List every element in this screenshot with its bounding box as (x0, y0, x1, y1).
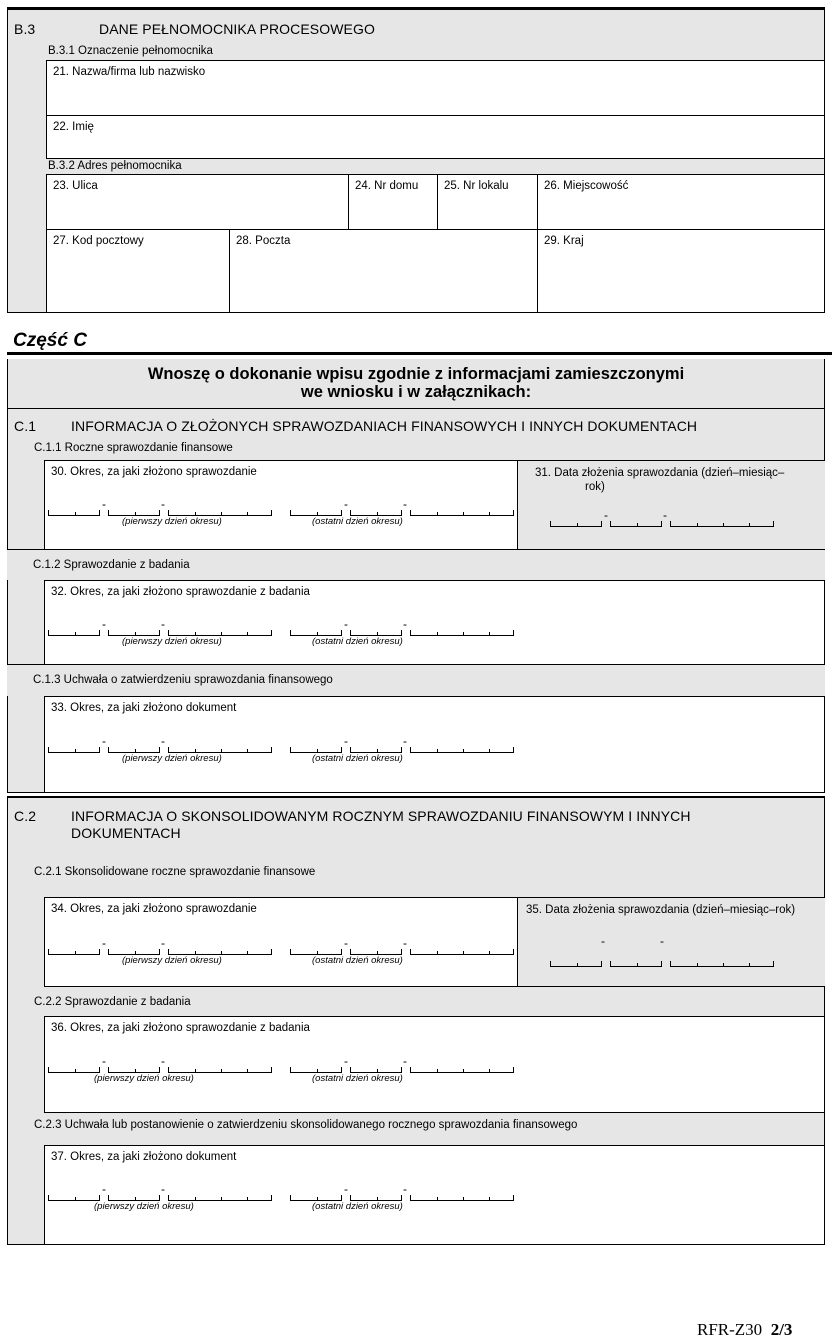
date-caption: (pierwszy dzień okresu) (122, 955, 222, 966)
digit-divider (377, 1069, 378, 1072)
section-title: DANE PEŁNOMOCNIKA PROCESOWEGO (99, 21, 375, 37)
field-35-submission-date[interactable] (517, 897, 825, 987)
date-separator: - (660, 934, 664, 948)
digit-divider (437, 632, 438, 635)
submission-month-input[interactable] (610, 961, 662, 967)
digit-divider (317, 632, 318, 635)
field-label: 33. Okres, za jaki złożono dokument (51, 702, 237, 714)
digit-divider (377, 1197, 378, 1200)
date-separator: - (102, 497, 106, 511)
submission-date-month-input[interactable] (610, 521, 662, 527)
first-day-day-input[interactable] (48, 949, 100, 955)
date-caption: (pierwszy dzień okresu) (94, 1201, 194, 1212)
digit-divider (489, 512, 490, 515)
subsection-title: B.3.2 Adres pełnomocnika (48, 160, 182, 172)
digit-divider (437, 951, 438, 954)
field-34-period[interactable] (44, 897, 518, 987)
date-separator: - (161, 617, 165, 631)
date-caption: (ostatni dzień okresu) (312, 1073, 403, 1084)
digit-divider (749, 523, 750, 526)
section-title: INFORMACJA O ZŁOŻONYCH SPRAWOZDANIACH FINANSOWYCH I INNYCH DOKUMENTACH (71, 418, 698, 434)
date-separator: - (102, 617, 106, 631)
digit-divider (489, 632, 490, 635)
digit-divider (135, 1069, 136, 1072)
digit-divider (135, 951, 136, 954)
digit-divider (247, 1069, 248, 1072)
date-separator: - (344, 1054, 348, 1068)
last-day-year-input[interactable] (410, 747, 514, 753)
last-day-year-input[interactable] (410, 630, 514, 636)
date-separator: - (161, 734, 165, 748)
digit-divider (247, 632, 248, 635)
date-separator: - (403, 1182, 407, 1196)
digit-divider (723, 523, 724, 526)
digit-divider (247, 951, 248, 954)
field-24-house-number[interactable] (348, 174, 438, 230)
date-caption: (ostatni dzień okresu) (312, 636, 403, 647)
field-label: 21. Nazwa/firma lub nazwisko (53, 66, 206, 78)
field-label: 22. Imię (53, 121, 94, 133)
digit-divider (317, 1069, 318, 1072)
date-separator: - (161, 936, 165, 950)
digit-divider (135, 632, 136, 635)
subsection-title: C.2.1 Skonsolidowane roczne sprawozdanie finansowe (34, 866, 316, 878)
field-31-submission-date[interactable] (517, 460, 825, 550)
field-label: 27. Kod pocztowy (53, 235, 144, 247)
digit-divider (317, 1197, 318, 1200)
date-separator: - (161, 497, 165, 511)
field-label: rok) (585, 481, 605, 493)
date-caption: (pierwszy dzień okresu) (122, 516, 222, 527)
banner-line: Wnoszę o dokonanie wpisu zgodnie z informacjami zamieszczonymi (147, 365, 685, 383)
field-label: 37. Okres, za jaki złożono dokument (51, 1151, 237, 1163)
digit-divider (247, 1197, 248, 1200)
subsection-header-c13 (7, 664, 825, 696)
digit-divider (723, 963, 724, 966)
subsection-header-c12 (7, 549, 825, 580)
field-27-postal-code[interactable] (46, 229, 230, 313)
date-caption: (ostatni dzień okresu) (312, 516, 403, 527)
digit-divider (221, 632, 222, 635)
field-21-name[interactable] (46, 60, 825, 116)
digit-divider (437, 1069, 438, 1072)
digit-divider (317, 749, 318, 752)
digit-divider (195, 512, 196, 515)
digit-divider (317, 951, 318, 954)
date-separator: - (161, 1182, 165, 1196)
part-c-banner (7, 359, 825, 409)
date-caption: (ostatni dzień okresu) (312, 753, 403, 764)
date-separator: - (344, 617, 348, 631)
field-26-city[interactable] (537, 174, 825, 230)
subsection-title: C.1.2 Sprawozdanie z badania (33, 559, 190, 571)
date-separator: - (403, 936, 407, 950)
digit-divider (195, 1069, 196, 1072)
digit-divider (247, 749, 248, 752)
date-separator: - (344, 936, 348, 950)
date-separator: - (403, 497, 407, 511)
part-c-top-rule (7, 352, 832, 355)
section-code: B.3 (14, 21, 36, 37)
digit-divider (377, 512, 378, 515)
subsection-title: C.2.3 Uchwała lub postanowienie o zatwierdzeniu skonsolidowanego rocznego sprawozdania finansowego (34, 1119, 578, 1131)
submission-year-input[interactable] (670, 961, 774, 967)
date-separator: - (403, 1054, 407, 1068)
digit-divider (577, 963, 578, 966)
digit-divider (437, 512, 438, 515)
date-separator: - (403, 617, 407, 631)
field-label: 29. Kraj (544, 235, 584, 247)
digit-divider (463, 1197, 464, 1200)
digit-divider (489, 1069, 490, 1072)
date-separator: - (102, 1182, 106, 1196)
digit-divider (377, 951, 378, 954)
subsection-title: C.2.2 Sprawozdanie z badania (34, 996, 191, 1008)
section-title-line: INFORMACJA O SKONSOLIDOWANYM ROCZNYM SPRAWOZDANIU FINANSOWYM I INNYCH (71, 808, 691, 824)
date-caption: (pierwszy dzień okresu) (94, 1073, 194, 1084)
submission-date-year-input[interactable] (670, 521, 774, 527)
page-number: 2/3 (770, 1320, 793, 1339)
digit-divider (463, 749, 464, 752)
digit-divider (221, 512, 222, 515)
section-title-line: DOKUMENTACH (71, 825, 181, 841)
field-25-apartment-number[interactable] (437, 174, 538, 230)
date-separator: - (161, 1054, 165, 1068)
field-label: 24. Nr domu (355, 180, 419, 192)
digit-divider (317, 512, 318, 515)
field-label: 36. Okres, za jaki złożono sprawozdanie z badania (51, 1022, 310, 1034)
field-label: 28. Poczta (236, 235, 291, 247)
digit-divider (463, 632, 464, 635)
first-day-day-input[interactable] (48, 1067, 100, 1073)
digit-divider (637, 523, 638, 526)
field-label: 23. Ulica (53, 180, 98, 192)
digit-divider (749, 963, 750, 966)
digit-divider (135, 512, 136, 515)
date-separator: - (344, 734, 348, 748)
field-label: 35. Data złożenia sprawozdania (dzień–miesiąc–rok) (526, 904, 796, 916)
date-separator: - (102, 734, 106, 748)
c2-top-rule (7, 796, 825, 798)
subsection-title: C.1.3 Uchwała o zatwierdzeniu sprawozdania finansowego (33, 674, 333, 686)
date-separator: - (403, 734, 407, 748)
digit-divider (75, 951, 76, 954)
field-label: 30. Okres, za jaki złożono sprawozdanie (51, 466, 257, 478)
digit-divider (75, 1069, 76, 1072)
field-label: 26. Miejscowość (544, 180, 629, 192)
digit-divider (463, 951, 464, 954)
digit-divider (489, 1197, 490, 1200)
digit-divider (75, 749, 76, 752)
last-day-year-input[interactable] (410, 510, 514, 516)
field-22-first-name[interactable] (46, 115, 825, 159)
section-code: C.1 (14, 418, 37, 434)
digit-divider (135, 1197, 136, 1200)
first-day-day-input[interactable] (48, 747, 100, 753)
digit-divider (221, 1197, 222, 1200)
digit-divider (195, 951, 196, 954)
digit-divider (697, 963, 698, 966)
digit-divider (75, 1197, 76, 1200)
field-label: 32. Okres, za jaki złożono sprawozdanie z badania (51, 586, 310, 598)
field-label: 34. Okres, za jaki złożono sprawozdanie (51, 903, 257, 915)
subsection-title: B.3.1 Oznaczenie pełnomocnika (48, 45, 213, 57)
last-day-year-input[interactable] (410, 949, 514, 955)
first-day-day-input[interactable] (48, 510, 100, 516)
footer (697, 1320, 792, 1340)
banner-line: we wniosku i w załącznikach: (300, 383, 532, 401)
section-title (71, 808, 691, 842)
part-c-heading: Część C (13, 330, 87, 351)
digit-divider (221, 749, 222, 752)
digit-divider (221, 1069, 222, 1072)
digit-divider (195, 632, 196, 635)
date-separator: - (601, 934, 605, 948)
digit-divider (195, 1197, 196, 1200)
digit-divider (437, 749, 438, 752)
digit-divider (75, 512, 76, 515)
digit-divider (463, 512, 464, 515)
date-separator: - (344, 1182, 348, 1196)
digit-divider (463, 1069, 464, 1072)
digit-divider (377, 749, 378, 752)
digit-divider (637, 963, 638, 966)
date-caption: (ostatni dzień okresu) (312, 955, 403, 966)
field-28-post-office[interactable] (229, 229, 538, 313)
date-caption: (pierwszy dzień okresu) (122, 636, 222, 647)
last-day-year-input[interactable] (410, 1067, 514, 1073)
digit-divider (697, 523, 698, 526)
date-separator: - (102, 936, 106, 950)
date-separator: - (102, 1054, 106, 1068)
date-caption: (ostatni dzień okresu) (312, 1201, 403, 1212)
date-caption: (pierwszy dzień okresu) (122, 753, 222, 764)
digit-divider (489, 951, 490, 954)
digit-divider (221, 951, 222, 954)
digit-divider (577, 523, 578, 526)
digit-divider (377, 632, 378, 635)
submission-day-input[interactable] (550, 961, 602, 967)
form-code: RFR-Z30 (697, 1320, 763, 1339)
last-day-year-input[interactable] (410, 1195, 514, 1201)
date-separator: - (604, 508, 608, 522)
field-label: 31. Data złożenia sprawozdania (dzień–miesiąc– (535, 467, 785, 479)
digit-divider (195, 749, 196, 752)
section-code: C.2 (14, 808, 37, 824)
submission-date-day-input[interactable] (550, 521, 602, 527)
digit-divider (489, 749, 490, 752)
digit-divider (247, 512, 248, 515)
field-label: 25. Nr lokalu (444, 180, 509, 192)
field-30-period[interactable] (44, 460, 518, 550)
field-23-street[interactable] (46, 174, 349, 230)
digit-divider (437, 1197, 438, 1200)
digit-divider (75, 632, 76, 635)
subsection-title: C.1.1 Roczne sprawozdanie finansowe (34, 442, 233, 454)
digit-divider (135, 749, 136, 752)
first-day-day-input[interactable] (48, 1195, 100, 1201)
date-separator: - (663, 508, 667, 522)
first-day-day-input[interactable] (48, 630, 100, 636)
field-29-country[interactable] (537, 229, 825, 313)
date-separator: - (344, 497, 348, 511)
